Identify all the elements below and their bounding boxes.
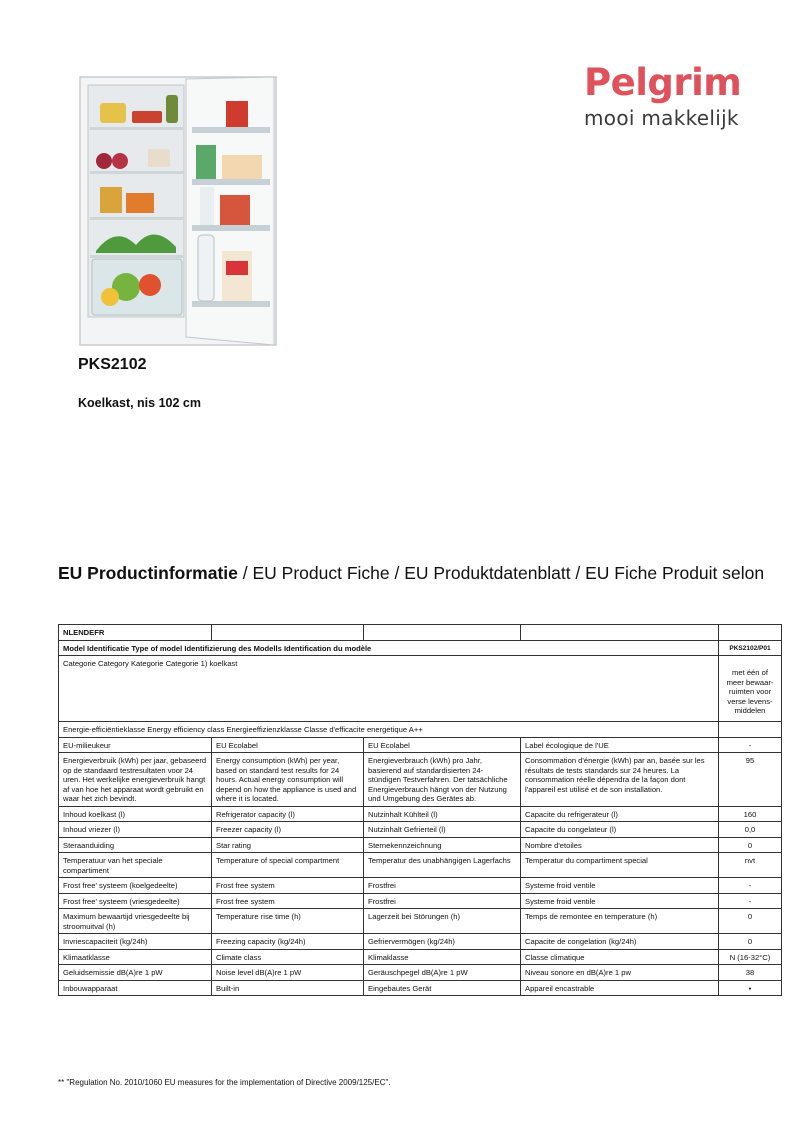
cell-value: 0 — [719, 934, 782, 950]
cell-fr: Capacite de congelation (kg/24h) — [521, 934, 719, 950]
cell-de: EU Ecolabel — [364, 737, 521, 753]
model-identification-row — [59, 640, 782, 656]
cell-en: Temperature of special compartment — [212, 853, 364, 878]
cell-value: 0 — [719, 909, 782, 934]
product-description: Koelkast, nis 102 cm — [78, 396, 201, 410]
cell-value: 95 — [719, 753, 782, 807]
cell-de: Klimaklasse — [364, 949, 521, 965]
cell-value: - — [719, 737, 782, 753]
table-row — [59, 837, 782, 853]
cell-de: Geräuschpegel dB(A)re 1 pW — [364, 965, 521, 981]
cell-en: EU Ecolabel — [212, 737, 364, 753]
table-row — [59, 853, 782, 878]
cell-de: Nutzinhalt Gefrierteil (l) — [364, 822, 521, 838]
table-row — [59, 737, 782, 753]
cell-nl: Energieverbruik (kWh) per jaar, gebaseerd op de standaard testresultaten voor 24 uren. Het werkelijke energieverbruik hangt af van hoe het apparaat wordt gebruikt en waar het zich bevindt. — [59, 753, 212, 807]
cell-value: N (16-32°C) — [719, 949, 782, 965]
table-header-row — [59, 625, 782, 641]
energy-class-row — [59, 722, 782, 738]
brand-tagline: mooi makkelijk — [584, 106, 739, 130]
cell-value: 38 — [719, 965, 782, 981]
cell-value: nvt — [719, 853, 782, 878]
table-row — [59, 949, 782, 965]
cell-en: Noise level dB(A)re 1 pW — [212, 965, 364, 981]
table-row — [59, 909, 782, 934]
cell-value: 160 — [719, 806, 782, 822]
table-row — [59, 934, 782, 950]
cell-fr: Temperatur du compartiment special — [521, 853, 719, 878]
cell-de: Frostfrei — [364, 893, 521, 909]
cell-en: Built-in — [212, 980, 364, 996]
cell-fr: Nombre d'etoiles — [521, 837, 719, 853]
model-number: PKS2102 — [78, 356, 147, 373]
cell-en: Star rating — [212, 837, 364, 853]
cell-en: Frost free system — [212, 893, 364, 909]
table-row — [59, 878, 782, 894]
table-row — [59, 822, 782, 838]
cell-en: Freezer capacity (l) — [212, 822, 364, 838]
cell-fr: Systeme froid ventile — [521, 878, 719, 894]
cell-nl: Steraanduiding — [59, 837, 212, 853]
cell-fr: Capacite du congelateur (l) — [521, 822, 719, 838]
cell-de: Eingebautes Gerät — [364, 980, 521, 996]
cell-nl: Frost free' systeem (koelgedeelte) — [59, 878, 212, 894]
table-row — [59, 965, 782, 981]
category-label: Categorie Category Kategorie Categorie 1) koelkast — [59, 656, 719, 722]
cell-de: Energieverbrauch (kWh) pro Jahr, basierend auf standardisierten 24-stündigen Testverfahren. Der tatsächliche Energieverbrauch hängt von der Nutzung und Umgebung des Gerätes ab. — [364, 753, 521, 807]
cell-de: Sternekennzeichnung — [364, 837, 521, 853]
cell-value: - — [719, 893, 782, 909]
language-code: NLENDEFR — [59, 625, 212, 641]
table-row — [59, 806, 782, 822]
cell-fr: Niveau sonore en dB(A)re 1 pw — [521, 965, 719, 981]
category-row — [59, 656, 782, 722]
cell-nl: Klimaatklasse — [59, 949, 212, 965]
cell-en: Freezing capacity (kg/24h) — [212, 934, 364, 950]
model-identification-value: PKS2102/P01 — [719, 640, 782, 656]
cell-nl: Frost free' systeem (vriesgedeelte) — [59, 893, 212, 909]
cell-en: Energy consumption (kWh) per year, based on standard test results for 24 hours. Actual energy consumption will depend on how the appliance is used and where it is located. — [212, 753, 364, 807]
footnote: ** "Regulation No. 2010/1060 EU measures for the implementation of Directive 2009/125/EC". — [58, 1078, 391, 1087]
cell-fr: Systeme froid ventile — [521, 893, 719, 909]
fiche-heading-rest: / EU Product Fiche / EU Produktdatenblatt / EU Fiche Produit selon — [237, 563, 765, 583]
table-row — [59, 980, 782, 996]
cell-fr: Appareil encastrable — [521, 980, 719, 996]
cell-nl: Invriescapaciteit (kg/24h) — [59, 934, 212, 950]
category-value: met één of meer bewaar-ruimten voor verse levens-middelen — [719, 656, 782, 722]
cell-fr: Classe climatique — [521, 949, 719, 965]
model-identification-label: Model Identificatie Type of model Identifizierung des Modells Identification du modèle — [59, 640, 719, 656]
product-fiche-table — [58, 624, 782, 996]
cell-en: Refrigerator capacity (l) — [212, 806, 364, 822]
cell-nl: Inhoud vriezer (l) — [59, 822, 212, 838]
cell-de: Frostfrei — [364, 878, 521, 894]
cell-nl: Inbouwapparaat — [59, 980, 212, 996]
table-row — [59, 753, 782, 807]
cell-fr: Consommation d'énergie (kWh) par an, basée sur les résultats de tests standards sur 24 heures. La consommation réelle dépendra de la façon dont l'appareil est utilisé et de son installation. — [521, 753, 719, 807]
cell-value: 0 — [719, 837, 782, 853]
cell-nl: EU-milieukeur — [59, 737, 212, 753]
cell-fr: Temps de remontee en temperature (h) — [521, 909, 719, 934]
fiche-heading-bold: EU Productinformatie — [58, 563, 238, 583]
cell-nl: Inhoud koelkast (l) — [59, 806, 212, 822]
product-image — [76, 75, 278, 347]
cell-nl: Geluidsemissie dB(A)re 1 pW — [59, 965, 212, 981]
energy-class-label: Energie-efficiëntieklasse Energy efficiency class Energieeffizienzklasse Classe d'efficacite energetique A++ — [59, 722, 719, 738]
table-row — [59, 893, 782, 909]
cell-nl: Temperatuur van het speciale compartiment — [59, 853, 212, 878]
cell-de: Gefriervermögen (kg/24h) — [364, 934, 521, 950]
brand-name: Pelgrim — [584, 61, 742, 104]
cell-fr: Capacite du refrigerateur (l) — [521, 806, 719, 822]
cell-de: Temperatur des unabhängigen Lagerfachs — [364, 853, 521, 878]
cell-en: Frost free system — [212, 878, 364, 894]
cell-fr: Label écologique de l'UE — [521, 737, 719, 753]
cell-de: Lagerzeit bei Störungen (h) — [364, 909, 521, 934]
fiche-heading — [58, 563, 764, 584]
cell-de: Nutzinhalt Kühlteil (l) — [364, 806, 521, 822]
cell-en: Climate class — [212, 949, 364, 965]
cell-value: - — [719, 878, 782, 894]
cell-value: • — [719, 980, 782, 996]
cell-nl: Maximum bewaartijd vriesgedeelte bij stroomuitval (h) — [59, 909, 212, 934]
brand-logo — [580, 60, 756, 130]
cell-en: Temperature rise time (h) — [212, 909, 364, 934]
cell-value: 0,0 — [719, 822, 782, 838]
